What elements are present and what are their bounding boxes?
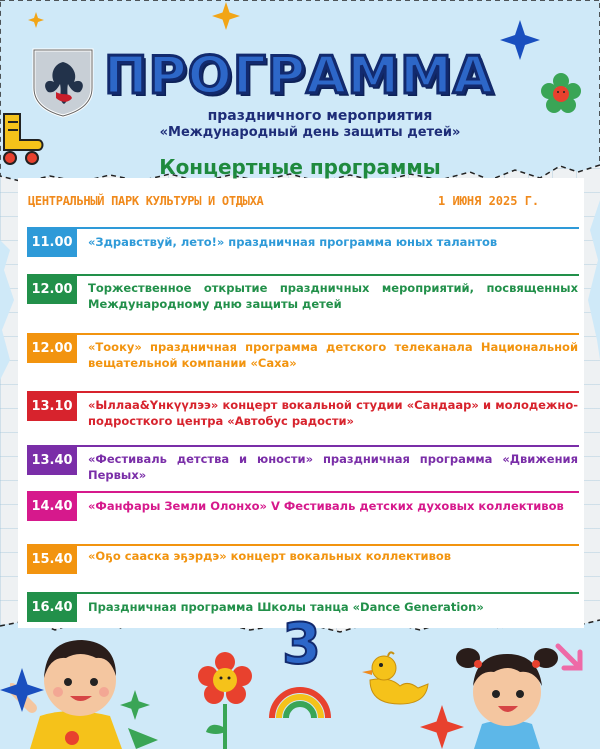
event-divider bbox=[77, 544, 579, 546]
star-icon bbox=[28, 12, 44, 28]
event-time: 13.40 bbox=[27, 445, 77, 475]
event-date: 1 ИЮНЯ 2025 Г. bbox=[438, 194, 540, 208]
event-description: «Здравствуй, лето!» праздничная программа юных талантов bbox=[88, 235, 498, 249]
event-divider bbox=[77, 491, 579, 493]
event-time: 14.40 bbox=[27, 491, 77, 521]
event-time: 15.40 bbox=[27, 544, 77, 574]
page-title: ПРОГРАММА bbox=[104, 46, 495, 106]
event-description: Праздничная программа Школы танца «Dance Generation» bbox=[88, 600, 484, 614]
rainbow-icon bbox=[268, 678, 332, 718]
event-description: «Фестиваль детства и юности» праздничная программа «Движения Первых» bbox=[88, 452, 578, 482]
event-divider bbox=[77, 227, 579, 229]
event-time: 16.40 bbox=[27, 592, 77, 622]
star-icon bbox=[420, 705, 464, 749]
flower-icon bbox=[198, 652, 252, 749]
event-time: 13.10 bbox=[27, 391, 77, 421]
event-description: «Фанфары Земли Олонхо» V Фестиваль детских духовых коллективов bbox=[88, 499, 564, 513]
event-divider bbox=[77, 333, 579, 335]
event-time: 12.00 bbox=[27, 274, 77, 304]
flower-icon bbox=[540, 72, 582, 114]
subtitle-line-2: «Международный день защиты детей» bbox=[159, 125, 461, 140]
star-icon bbox=[212, 2, 240, 30]
venue-name: ЦЕНТРАЛЬНЫЙ ПАРК КУЛЬТУРЫ И ОТДЫХА bbox=[28, 194, 264, 208]
roller-skate-icon bbox=[0, 110, 48, 166]
event-divider bbox=[77, 445, 579, 447]
child-girl-icon bbox=[454, 624, 560, 749]
subtitle-line-1: праздничного мероприятия bbox=[207, 108, 433, 124]
event-description: «Оҕо сааска эҕэрдэ» концерт вокальных коллективов bbox=[88, 549, 452, 563]
event-description: Торжественное открытие праздничных мероприятий, посвященных Международному дню защиты детей bbox=[88, 281, 578, 311]
duck-icon bbox=[360, 650, 432, 708]
event-divider bbox=[77, 592, 579, 594]
star-icon bbox=[0, 668, 44, 712]
event-description: «Ыллаа&Үнкүүлээ» концерт вокальной студии «Сандаар» и молодежно-подросткого центра «Автобус радости» bbox=[88, 398, 578, 428]
arrow-icon bbox=[552, 640, 588, 676]
decorative-number: 3 bbox=[282, 612, 321, 677]
star-icon bbox=[500, 20, 540, 60]
event-time: 12.00 bbox=[27, 333, 77, 363]
event-description: «Тооку» праздничная программа детского телеканала Национальной вещательной компании «Саха» bbox=[88, 340, 578, 370]
event-time: 11.00 bbox=[27, 227, 77, 257]
coat-of-arms-icon bbox=[32, 48, 94, 118]
event-divider bbox=[77, 391, 579, 393]
section-title: Концертные программы bbox=[159, 155, 441, 179]
star-icon bbox=[120, 690, 150, 720]
event-divider bbox=[77, 274, 579, 276]
